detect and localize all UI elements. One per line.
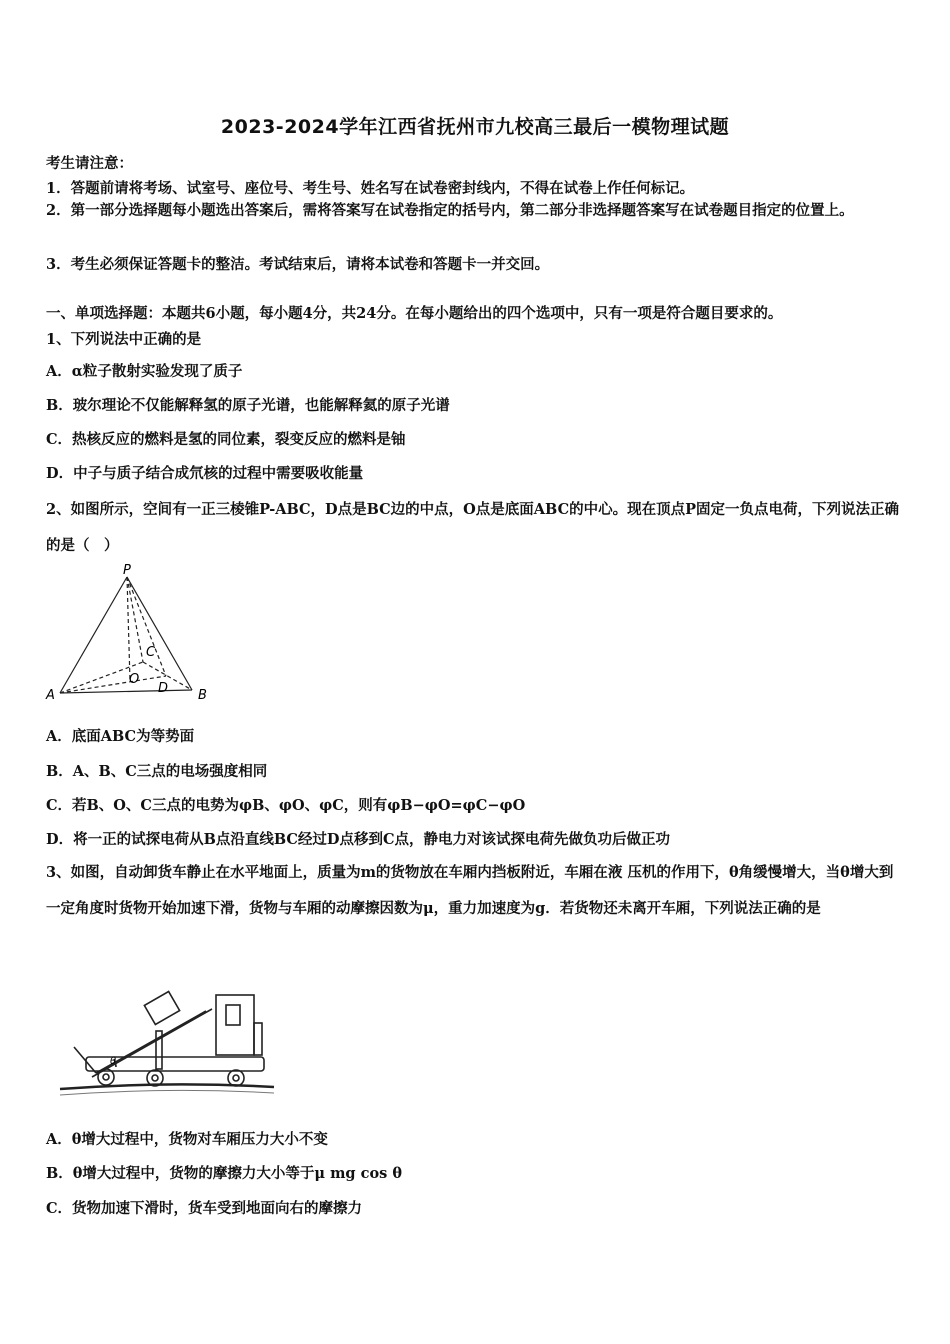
notice-item-2: 2．第一部分选择题每小题选出答案后，需将答案写在试卷指定的括号内，第二部分非选择题答案写在试卷题目指定的位置上。 bbox=[46, 202, 854, 219]
q3-option-c: C．货物加速下滑时，货车受到地面向右的摩擦力 bbox=[46, 1200, 363, 1217]
label-theta: θ bbox=[110, 1056, 117, 1067]
label-c: C bbox=[146, 645, 156, 660]
section-heading: 一、单项选择题：本题共6小题，每小题4分，共24分。在每小题给出的四个选项中，只有一项是符合题目要求的。 bbox=[46, 305, 783, 322]
q2-option-d: D．将一正的试探电荷从B点沿直线BC经过D点移到C点，静电力对该试探电荷先做负功后做正功 bbox=[46, 831, 671, 848]
label-p: P bbox=[123, 563, 131, 578]
q3-option-b: B．θ增大过程中，货物的摩擦力大小等于μ mg cos θ bbox=[46, 1165, 402, 1182]
q1-stem: 1、下列说法中正确的是 bbox=[46, 331, 202, 348]
notice-heading: 考生请注意： bbox=[46, 155, 133, 172]
label-b: B bbox=[198, 688, 207, 703]
q2-stem: 2、如图所示，空间有一正三棱锥P-ABC，D点是BC边的中点，O点是底面ABC的中心。现在顶点P固定一负点电荷，下列说法正确的是（ ） bbox=[46, 501, 900, 554]
q3-option-a: A．θ增大过程中，货物对车厢压力大小不变 bbox=[46, 1131, 328, 1148]
page-title: 2023-2024学年江西省抚州市九校高三最后一模物理试题 bbox=[220, 116, 730, 138]
q1-option-d: D．中子与质子结合成氘核的过程中需要吸收能量 bbox=[46, 465, 364, 482]
dump-truck-figure bbox=[56, 975, 286, 1100]
q1-option-b: B．玻尔理论不仅能解释氢的原子光谱，也能解释氦的原子光谱 bbox=[46, 397, 450, 414]
q1-option-c: C．热核反应的燃料是氢的同位素，裂变反应的燃料是铀 bbox=[46, 431, 406, 448]
q2-option-c: C．若B、O、C三点的电势为φB、φO、φC，则有φB−φO=φC−φO bbox=[46, 797, 526, 814]
label-a: A bbox=[46, 688, 55, 703]
q3-stem: 3、如图，自动卸货车静止在水平地面上，质量为m的货物放在车厢内挡板附近，车厢在液 压机的作用下，θ角缓慢增大，当θ增大到一定角度时货物开始加速下滑，货物与车厢的动摩擦因数为μ，重力加速度为g．若货物还未离开车厢，下列说法正确的是 bbox=[46, 864, 894, 917]
pyramid-figure bbox=[40, 560, 220, 710]
notice-item-3: 3．考生必须保证答题卡的整洁。考试结束后，请将本试卷和答题卡一并交回。 bbox=[46, 256, 550, 273]
label-d: D bbox=[158, 681, 169, 696]
q2-option-a: A．底面ABC为等势面 bbox=[46, 728, 195, 745]
q2-option-b: B．A、B、C三点的电场强度相同 bbox=[46, 763, 268, 780]
label-o: O bbox=[129, 672, 140, 687]
notice-item-1: 1．答题前请将考场、试室号、座位号、考生号、姓名写在试卷密封线内，不得在试卷上作任何标记。 bbox=[46, 180, 695, 197]
q1-option-a: A．α粒子散射实验发现了质子 bbox=[46, 363, 243, 380]
